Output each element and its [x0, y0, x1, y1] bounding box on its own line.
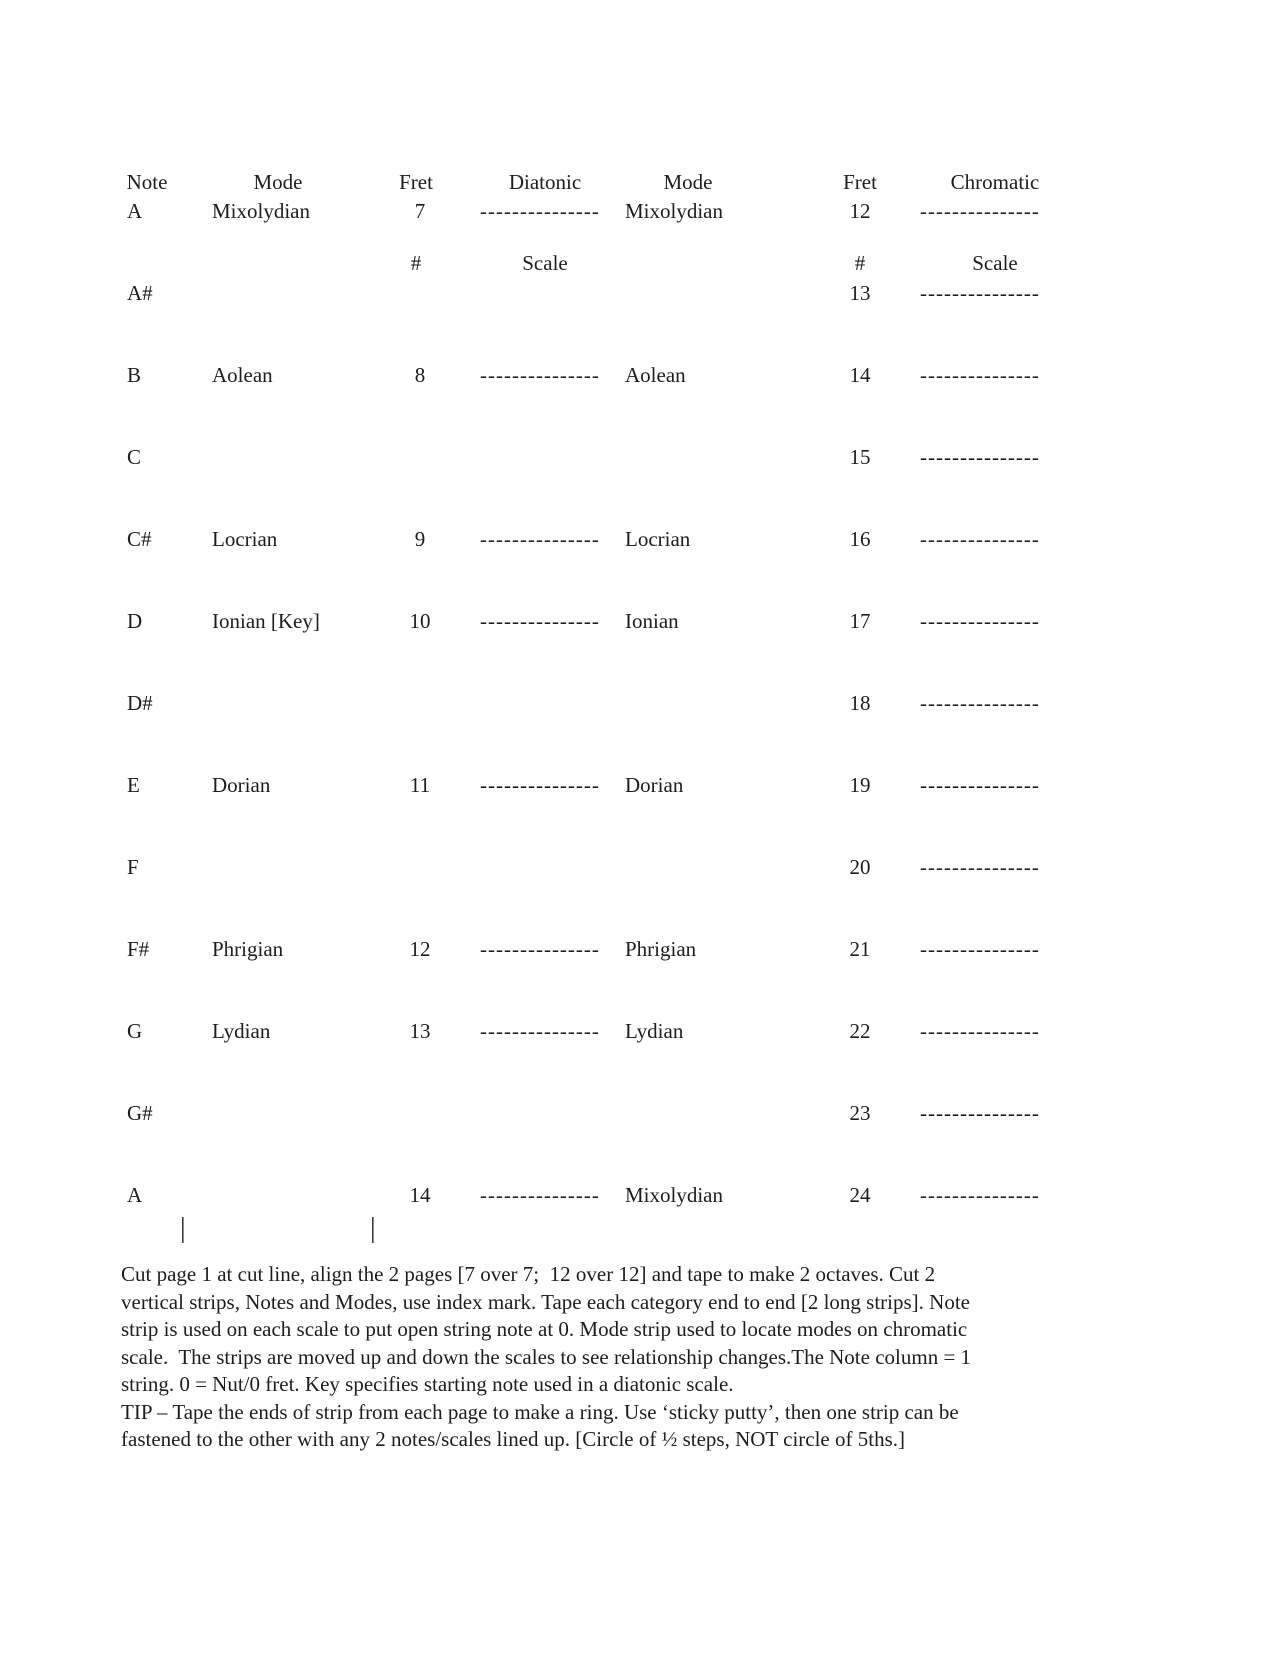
fret-diatonic-cell: 9	[414, 527, 426, 551]
chromatic-scale-dashes: ---------------	[920, 773, 1040, 797]
fret-chromatic-cell: 22	[849, 1019, 871, 1043]
fret-diatonic-cell: 7	[414, 199, 426, 223]
fret-chromatic-cell: 18	[849, 691, 871, 715]
chromatic-scale-dashes: ---------------	[920, 281, 1040, 305]
mode-chromatic-cell: Phrigian	[625, 937, 697, 961]
chromatic-scale-dashes: ---------------	[920, 691, 1040, 715]
column-header-line1: Diatonic	[508, 170, 582, 194]
table-row	[0, 363, 1280, 389]
chromatic-scale-dashes: ---------------	[920, 527, 1040, 551]
chromatic-scale-dashes: ---------------	[920, 445, 1040, 469]
table-row	[0, 527, 1280, 553]
table-row	[0, 773, 1280, 799]
chromatic-scale-dashes: ---------------	[920, 1019, 1040, 1043]
fret-diatonic-cell: 10	[409, 609, 431, 633]
column-header-line2: Scale	[522, 251, 568, 275]
diatonic-scale-dashes: ---------------	[480, 199, 600, 223]
note-cell: C	[127, 445, 142, 469]
note-cell: E	[127, 773, 140, 797]
mode-diatonic-cell: Phrigian	[212, 937, 284, 961]
fret-diatonic-cell: 14	[409, 1183, 431, 1207]
column-header-line2	[238, 250, 318, 277]
mode-diatonic-cell: Locrian	[212, 527, 278, 551]
mode-chromatic-cell: Mixolydian	[625, 199, 723, 223]
column-header-line1: Fret	[843, 170, 877, 194]
fret-diatonic-cell: 13	[409, 1019, 431, 1043]
table-row	[0, 609, 1280, 635]
mode-diatonic-cell: Mixolydian	[212, 199, 310, 223]
cut-index-mark: |	[180, 1213, 186, 1244]
note-cell: B	[127, 363, 142, 387]
table-row	[0, 445, 1280, 471]
column-header-line1: Fret	[399, 170, 433, 194]
diatonic-scale-dashes: ---------------	[480, 363, 600, 387]
fret-chromatic-cell: 17	[849, 609, 871, 633]
chromatic-scale-dashes: ---------------	[920, 1183, 1040, 1207]
fret-chromatic-cell: 19	[849, 773, 871, 797]
diatonic-scale-dashes: ---------------	[480, 609, 600, 633]
column-header-line2: #	[410, 251, 422, 275]
mode-chromatic-cell: Mixolydian	[625, 1183, 723, 1207]
mode-chromatic-cell: Dorian	[625, 773, 684, 797]
diatonic-scale-dashes: ---------------	[480, 773, 600, 797]
chromatic-scale-dashes: ---------------	[920, 609, 1040, 633]
table-row	[0, 281, 1280, 307]
chromatic-scale-dashes: ---------------	[920, 199, 1040, 223]
fret-diatonic-cell: 11	[409, 773, 431, 797]
instructions-line: Cut page 1 at cut line, align the 2 pages [7 over 7; 12 over 12] and tape to make 2 octaves. Cut 2	[121, 1262, 936, 1286]
mode-chromatic-cell: Ionian	[625, 609, 679, 633]
table-row	[0, 1183, 1280, 1209]
chromatic-scale-dashes: ---------------	[920, 937, 1040, 961]
fret-chromatic-cell: 14	[849, 363, 871, 387]
column-header-line2: #	[854, 251, 866, 275]
cut-index-mark: |	[370, 1213, 376, 1244]
fret-chromatic-cell: 12	[849, 199, 871, 223]
table-row	[0, 937, 1280, 963]
instructions-line: vertical strips, Notes and Modes, use index mark. Tape each category end to end [2 long strips]. Note	[121, 1289, 970, 1314]
instructions-line: strip is used on each scale to put open string note at 0. Mode strip used to locate modes on chromatic	[121, 1317, 968, 1341]
fret-chromatic-cell: 16	[849, 527, 871, 551]
column-header-line2: Scale	[972, 251, 1018, 275]
mode-chromatic-cell: Lydian	[625, 1019, 684, 1043]
column-header-line2	[648, 250, 728, 277]
instructions-line: scale. The strips are moved up and down the scales to see relationship changes.The Note column = 1	[121, 1344, 972, 1369]
note-cell: A#	[127, 281, 153, 305]
column-header-line1: Mode	[253, 170, 303, 194]
chromatic-scale-dashes: ---------------	[920, 1101, 1040, 1125]
mode-chromatic-cell: Aolean	[625, 363, 686, 387]
table-row	[0, 199, 1280, 225]
note-cell: D	[127, 609, 143, 633]
column-header-line1: Chromatic	[950, 170, 1040, 194]
instructions-line: fastened to the other with any 2 notes/scales lined up. [Circle of ½ steps, NOT circle of 5ths.]	[121, 1427, 905, 1451]
note-cell: G	[127, 1019, 143, 1043]
note-cell: D#	[127, 691, 153, 715]
table-row	[0, 855, 1280, 881]
diatonic-scale-dashes: ---------------	[480, 1019, 600, 1043]
table-row	[0, 691, 1280, 717]
diatonic-scale-dashes: ---------------	[480, 937, 600, 961]
note-cell: F	[127, 855, 139, 879]
diatonic-scale-dashes: ---------------	[480, 527, 600, 551]
fret-chromatic-cell: 15	[849, 445, 871, 469]
fret-diatonic-cell: 8	[414, 363, 426, 387]
table-row	[0, 1101, 1280, 1127]
chromatic-scale-dashes: ---------------	[920, 855, 1040, 879]
mode-diatonic-cell: Lydian	[212, 1019, 271, 1043]
fret-chromatic-cell: 13	[849, 281, 871, 305]
mode-chromatic-cell: Locrian	[625, 527, 691, 551]
instructions-line: string. 0 = Nut/0 fret. Key specifies starting note used in a diatonic scale.	[121, 1372, 734, 1396]
note-cell: A	[127, 1183, 143, 1207]
note-cell: F#	[127, 937, 150, 961]
column-header-line1: Note	[126, 170, 168, 194]
fret-chromatic-cell: 24	[849, 1183, 871, 1207]
mode-diatonic-cell: Aolean	[212, 363, 273, 387]
note-cell: A	[127, 199, 143, 223]
fret-chromatic-cell: 23	[849, 1101, 871, 1125]
mode-diatonic-cell: Dorian	[212, 773, 271, 797]
table-row	[0, 1019, 1280, 1045]
column-header-line2	[107, 250, 187, 277]
fret-chromatic-cell: 21	[849, 937, 871, 961]
instructions-paragraph	[121, 1261, 1169, 1454]
note-cell: G#	[127, 1101, 153, 1125]
fret-diatonic-cell: 12	[409, 937, 431, 961]
chromatic-scale-dashes: ---------------	[920, 363, 1040, 387]
diatonic-scale-dashes: ---------------	[480, 1183, 600, 1207]
mode-diatonic-cell: Ionian [Key]	[212, 609, 320, 633]
fret-chromatic-cell: 20	[849, 855, 871, 879]
instructions-line: TIP – Tape the ends of strip from each page to make a ring. Use ‘sticky putty’, then one strip can be	[121, 1399, 959, 1424]
column-header-line1: Mode	[663, 170, 713, 194]
note-cell: C#	[127, 527, 152, 551]
